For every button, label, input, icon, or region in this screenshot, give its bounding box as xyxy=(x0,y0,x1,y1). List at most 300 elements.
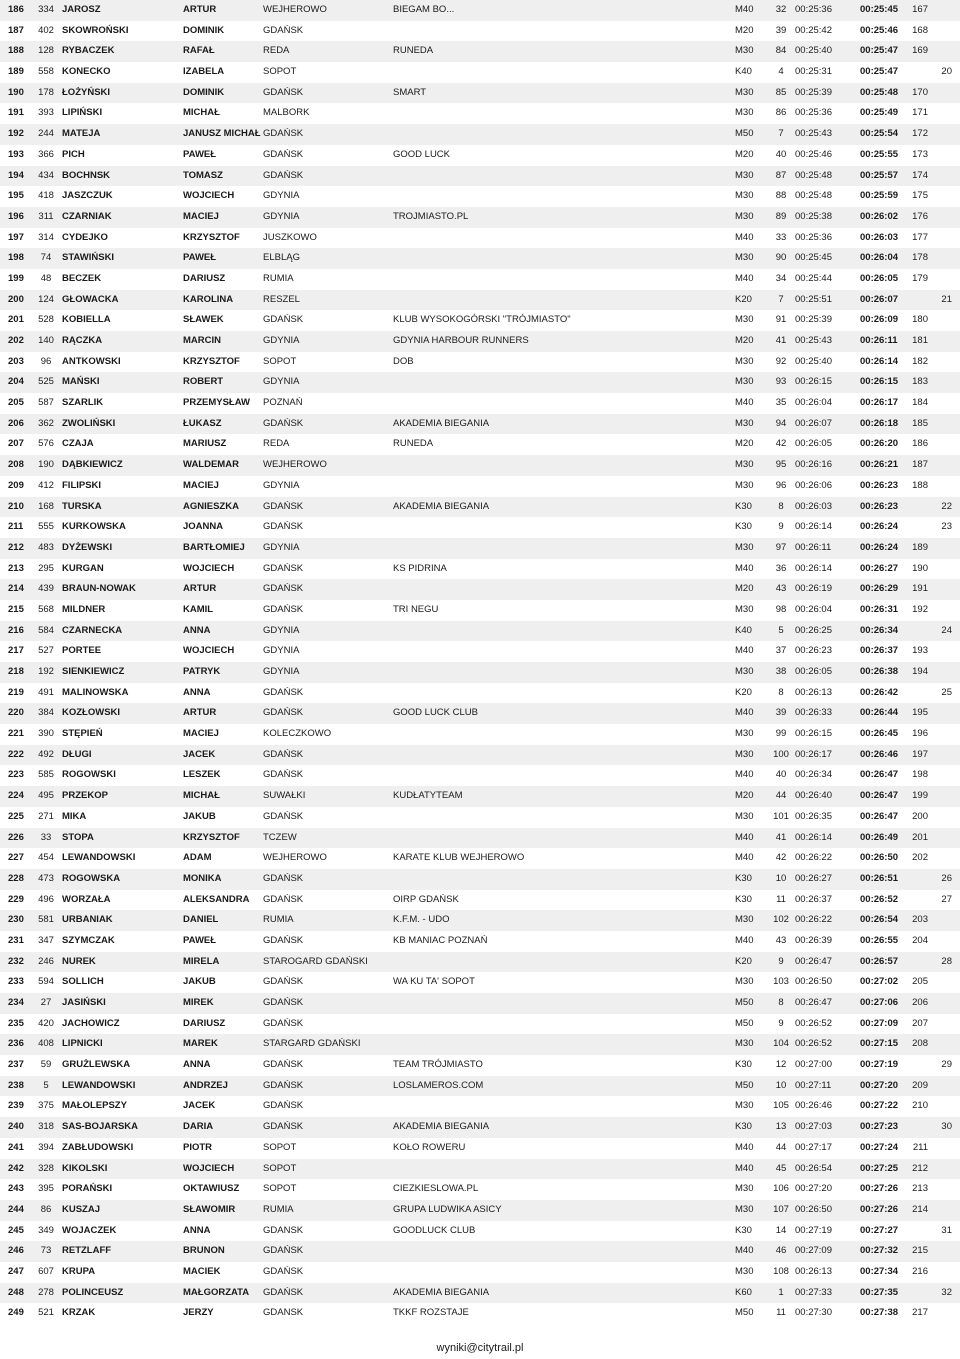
gun-time-cell: 00:27:19 xyxy=(860,1059,899,1071)
bib-cell: 74 xyxy=(40,252,52,264)
city-cell: GDAŃSK xyxy=(263,169,304,181)
net-time-cell: 00:26:47 xyxy=(795,997,832,1008)
category-place-cell: 10 xyxy=(775,872,787,884)
club-cell: TEAM TRÓJMIASTO xyxy=(393,1059,483,1071)
net-time-cell: 00:25:38 xyxy=(795,210,832,222)
category-cell: M40 xyxy=(735,562,754,574)
gun-time-cell: 00:27:26 xyxy=(860,1203,899,1215)
place-cell: 216 xyxy=(8,624,24,636)
net-time-cell: 00:26:05 xyxy=(795,438,832,450)
club-cell: TROJMIASTO.PL xyxy=(393,210,469,222)
first-name-cell: DOMINIK xyxy=(183,86,225,98)
bib-cell: 278 xyxy=(38,1286,54,1298)
first-name-cell: ARTUR xyxy=(183,707,217,719)
male-place-cell: 210 xyxy=(912,1100,928,1112)
place-cell: 187 xyxy=(8,24,24,36)
first-name-cell: ADAM xyxy=(183,852,212,864)
category-place-cell: 40 xyxy=(775,769,787,781)
last-name-cell: DŁUGI xyxy=(62,748,92,760)
table-row xyxy=(0,372,960,393)
city-cell: GDANSK xyxy=(263,1307,304,1319)
net-time-cell: 00:25:40 xyxy=(795,355,832,367)
category-place-cell: 40 xyxy=(775,148,787,160)
last-name-cell: ZWOLIŃSKI xyxy=(62,417,116,429)
gun-time-cell: 00:27:22 xyxy=(860,1100,899,1112)
place-cell: 186 xyxy=(8,4,24,15)
bib-cell: 483 xyxy=(38,541,54,553)
table-row xyxy=(0,807,960,828)
female-place-cell: 31 xyxy=(941,1224,952,1236)
city-cell: GDAŃSK xyxy=(263,500,304,512)
bib-cell: 384 xyxy=(38,707,54,719)
category-place-cell: 91 xyxy=(775,314,787,326)
bib-cell: 581 xyxy=(38,914,54,926)
first-name-cell: KRZYSZTOF xyxy=(183,355,240,367)
table-row xyxy=(0,331,960,352)
club-cell: KLUB WYSOKOGÓRSKI "TRÓJMIASTO" xyxy=(393,314,571,326)
category-cell: K20 xyxy=(735,955,752,967)
club-cell: CIEZKIESLOWA.PL xyxy=(393,1183,479,1195)
female-place-cell: 24 xyxy=(941,624,952,636)
category-place-cell: 42 xyxy=(775,852,787,864)
gun-time-cell: 00:25:45 xyxy=(860,4,899,15)
net-time-cell: 00:26:06 xyxy=(795,479,832,491)
last-name-cell: MILDNER xyxy=(62,603,106,615)
first-name-cell: PAWEŁ xyxy=(183,252,217,264)
category-cell: M30 xyxy=(735,417,754,429)
male-place-cell: 184 xyxy=(912,397,928,409)
male-place-cell: 172 xyxy=(912,128,928,140)
first-name-cell: KRZYSZTOF xyxy=(183,831,240,843)
last-name-cell: RĄCZKA xyxy=(62,335,103,346)
category-place-cell: 8 xyxy=(778,500,784,512)
club-cell: DOB xyxy=(393,355,414,367)
gun-time-cell: 00:26:23 xyxy=(860,500,899,512)
category-cell: M40 xyxy=(735,1245,754,1257)
gun-time-cell: 00:27:24 xyxy=(860,1141,899,1153)
table-row xyxy=(0,724,960,745)
club-cell: AKADEMIA BIEGANIA xyxy=(393,1121,490,1133)
gun-time-cell: 00:27:26 xyxy=(860,1183,899,1195)
last-name-cell: JASIŃSKI xyxy=(62,997,106,1008)
category-cell: M30 xyxy=(735,603,754,615)
gun-time-cell: 00:25:46 xyxy=(860,24,899,36)
category-place-cell: 38 xyxy=(775,666,787,677)
club-cell: KOŁO ROWERU xyxy=(393,1141,466,1153)
last-name-cell: RETZLAFF xyxy=(62,1245,112,1257)
place-cell: 189 xyxy=(8,66,24,78)
first-name-cell: ANDRZEJ xyxy=(183,1079,228,1091)
bib-cell: 439 xyxy=(38,583,54,595)
male-place-cell: 174 xyxy=(912,169,928,181)
gun-time-cell: 00:26:05 xyxy=(860,272,899,284)
first-name-cell: MIRELA xyxy=(183,955,220,967)
category-cell: M40 xyxy=(735,831,754,843)
category-cell: M50 xyxy=(735,1017,754,1029)
place-cell: 220 xyxy=(8,707,24,719)
city-cell: GDAŃSK xyxy=(263,810,304,822)
gun-time-cell: 00:25:47 xyxy=(860,66,899,78)
gun-time-cell: 00:26:24 xyxy=(860,521,899,533)
table-row xyxy=(0,848,960,869)
table-row xyxy=(0,41,960,62)
net-time-cell: 00:25:40 xyxy=(795,45,832,57)
male-place-cell: 197 xyxy=(912,748,928,760)
bib-cell: 246 xyxy=(38,955,54,967)
category-cell: K30 xyxy=(735,500,752,512)
city-cell: GDYNIA xyxy=(263,645,300,657)
table-row xyxy=(0,310,960,331)
gun-time-cell: 00:26:47 xyxy=(860,810,899,822)
last-name-cell: URBANIAK xyxy=(62,914,113,926)
category-cell: M30 xyxy=(735,541,754,553)
last-name-cell: ANTKOWSKI xyxy=(62,355,121,367)
gun-time-cell: 00:25:48 xyxy=(860,86,899,98)
gun-time-cell: 00:26:54 xyxy=(860,914,899,926)
net-time-cell: 00:25:51 xyxy=(795,293,832,305)
bib-cell: 584 xyxy=(38,624,54,636)
gun-time-cell: 00:26:47 xyxy=(860,790,899,802)
category-cell: M50 xyxy=(735,128,754,140)
net-time-cell: 00:26:52 xyxy=(795,1038,832,1050)
table-row xyxy=(0,145,960,166)
category-place-cell: 107 xyxy=(773,1203,789,1215)
category-place-cell: 92 xyxy=(775,355,787,367)
gun-time-cell: 00:27:38 xyxy=(860,1307,899,1319)
category-place-cell: 96 xyxy=(775,479,787,491)
table-row xyxy=(0,559,960,580)
first-name-cell: ARTUR xyxy=(183,4,217,15)
last-name-cell: KURKOWSKA xyxy=(62,521,126,533)
table-row xyxy=(0,662,960,683)
place-cell: 223 xyxy=(8,769,24,781)
last-name-cell: KOZŁOWSKI xyxy=(62,707,121,719)
net-time-cell: 00:25:43 xyxy=(795,128,832,140)
table-row xyxy=(0,890,960,911)
table-row xyxy=(0,228,960,249)
category-cell: M30 xyxy=(735,45,754,57)
gun-time-cell: 00:27:06 xyxy=(860,997,899,1008)
place-cell: 246 xyxy=(8,1245,24,1257)
category-place-cell: 8 xyxy=(778,997,784,1008)
category-cell: M40 xyxy=(735,1141,754,1153)
net-time-cell: 00:26:07 xyxy=(795,417,832,429)
last-name-cell: PICH xyxy=(62,148,85,160)
city-cell: GDANSK xyxy=(263,1224,304,1236)
category-place-cell: 4 xyxy=(778,66,784,78)
male-place-cell: 188 xyxy=(912,479,928,491)
club-cell: KUDŁATYTEAM xyxy=(393,790,463,802)
gun-time-cell: 00:27:23 xyxy=(860,1121,899,1133)
category-cell: M20 xyxy=(735,148,754,160)
city-cell: GDAŃSK xyxy=(263,707,304,719)
club-cell: TRI NEGU xyxy=(393,603,439,615)
net-time-cell: 00:26:54 xyxy=(795,1162,832,1174)
club-cell: AKADEMIA BIEGANIA xyxy=(393,1286,490,1298)
category-place-cell: 43 xyxy=(775,934,787,946)
place-cell: 210 xyxy=(8,500,24,512)
last-name-cell: CYDEJKO xyxy=(62,231,108,243)
table-row xyxy=(0,1034,960,1055)
first-name-cell: MARCIN xyxy=(183,335,221,346)
bib-cell: 594 xyxy=(38,976,54,988)
place-cell: 206 xyxy=(8,417,24,429)
category-place-cell: 9 xyxy=(778,521,784,533)
club-cell: GRUPA LUDWIKA ASICY xyxy=(393,1203,502,1215)
category-cell: M40 xyxy=(735,397,754,409)
city-cell: GDAŃSK xyxy=(263,148,304,160)
table-row xyxy=(0,1138,960,1159)
female-place-cell: 32 xyxy=(941,1286,952,1298)
table-row xyxy=(0,166,960,187)
last-name-cell: MIKA xyxy=(62,810,87,822)
gun-time-cell: 00:26:34 xyxy=(860,624,899,636)
category-place-cell: 89 xyxy=(775,210,787,222)
net-time-cell: 00:27:33 xyxy=(795,1286,832,1298)
place-cell: 228 xyxy=(8,872,24,884)
net-time-cell: 00:25:36 xyxy=(795,231,832,243)
net-time-cell: 00:26:04 xyxy=(795,603,832,615)
city-cell: GDAŃSK xyxy=(263,128,304,140)
gun-time-cell: 00:26:07 xyxy=(860,293,899,305)
bib-cell: 362 xyxy=(38,417,54,429)
category-place-cell: 44 xyxy=(775,790,787,802)
gun-time-cell: 00:26:45 xyxy=(860,728,899,740)
city-cell: ELBLĄG xyxy=(263,252,300,264)
category-cell: M20 xyxy=(735,583,754,595)
net-time-cell: 00:26:16 xyxy=(795,459,832,471)
gun-time-cell: 00:26:29 xyxy=(860,583,899,595)
category-cell: M40 xyxy=(735,934,754,946)
last-name-cell: SAS-BOJARSKA xyxy=(62,1121,139,1133)
first-name-cell: MARIUSZ xyxy=(183,438,227,450)
place-cell: 247 xyxy=(8,1265,24,1277)
net-time-cell: 00:26:03 xyxy=(795,500,832,512)
last-name-cell: GRUŻLEWSKA xyxy=(62,1059,131,1071)
bib-cell: 393 xyxy=(38,107,54,119)
city-cell: RESZEL xyxy=(263,293,300,305)
last-name-cell: DĄBKIEWICZ xyxy=(62,459,123,471)
category-place-cell: 99 xyxy=(775,728,787,740)
gun-time-cell: 00:26:24 xyxy=(860,541,899,553)
category-place-cell: 97 xyxy=(775,541,787,553)
city-cell: GDAŃSK xyxy=(263,1100,304,1112)
footer-email: wyniki@citytrail.pl xyxy=(436,1342,524,1354)
club-cell: GOOD LUCK CLUB xyxy=(393,707,478,719)
place-cell: 238 xyxy=(8,1079,24,1091)
net-time-cell: 00:26:47 xyxy=(795,955,832,967)
last-name-cell: JAROSZ xyxy=(62,4,101,15)
table-row xyxy=(0,1221,960,1242)
first-name-cell: RAFAŁ xyxy=(183,45,215,57)
bib-cell: 192 xyxy=(38,666,54,677)
net-time-cell: 00:26:40 xyxy=(795,790,832,802)
gun-time-cell: 00:27:32 xyxy=(860,1245,899,1257)
gun-time-cell: 00:26:38 xyxy=(860,666,899,677)
last-name-cell: STĘPIEŃ xyxy=(62,728,103,740)
category-place-cell: 14 xyxy=(775,1224,787,1236)
male-place-cell: 211 xyxy=(912,1141,928,1153)
gun-time-cell: 00:26:20 xyxy=(860,438,899,450)
male-place-cell: 204 xyxy=(912,934,928,946)
male-place-cell: 198 xyxy=(912,769,928,781)
city-cell: GDAŃSK xyxy=(263,86,304,98)
city-cell: RUMIA xyxy=(263,1203,294,1215)
place-cell: 190 xyxy=(8,86,24,98)
category-place-cell: 37 xyxy=(775,645,787,657)
table-row xyxy=(0,21,960,42)
place-cell: 192 xyxy=(8,128,24,140)
gun-time-cell: 00:26:46 xyxy=(860,748,899,760)
place-cell: 249 xyxy=(8,1307,24,1319)
bib-cell: 347 xyxy=(38,934,54,946)
city-cell: SOPOT xyxy=(263,1183,297,1195)
category-place-cell: 9 xyxy=(778,955,784,967)
first-name-cell: PATRYK xyxy=(183,666,221,677)
category-place-cell: 5 xyxy=(778,624,784,636)
place-cell: 212 xyxy=(8,541,24,553)
last-name-cell: JACHOWICZ xyxy=(62,1017,120,1029)
bib-cell: 525 xyxy=(38,376,54,388)
club-cell: SMART xyxy=(393,86,427,98)
gun-time-cell: 00:26:37 xyxy=(860,645,899,657)
table-row xyxy=(0,745,960,766)
category-place-cell: 84 xyxy=(775,45,787,57)
bib-cell: 27 xyxy=(40,997,52,1008)
bib-cell: 585 xyxy=(38,769,54,781)
category-cell: K30 xyxy=(735,1224,752,1236)
female-place-cell: 23 xyxy=(941,521,952,533)
table-row xyxy=(0,124,960,145)
male-place-cell: 208 xyxy=(912,1038,928,1050)
bib-cell: 128 xyxy=(38,45,54,57)
category-cell: M20 xyxy=(735,790,754,802)
gun-time-cell: 00:26:31 xyxy=(860,603,899,615)
category-place-cell: 36 xyxy=(775,562,787,574)
first-name-cell: AGNIESZKA xyxy=(183,500,239,512)
city-cell: REDA xyxy=(263,45,290,57)
category-cell: M50 xyxy=(735,997,754,1008)
place-cell: 240 xyxy=(8,1121,24,1133)
last-name-cell: CZARNIAK xyxy=(62,210,112,222)
place-cell: 245 xyxy=(8,1224,24,1236)
category-cell: M30 xyxy=(735,810,754,822)
first-name-cell: PRZEMYSŁAW xyxy=(183,397,251,409)
female-place-cell: 30 xyxy=(941,1121,952,1133)
table-row xyxy=(0,62,960,83)
place-cell: 222 xyxy=(8,748,24,760)
place-cell: 205 xyxy=(8,397,24,409)
male-place-cell: 192 xyxy=(912,603,928,615)
table-row xyxy=(0,621,960,642)
city-cell: SOPOT xyxy=(263,355,297,367)
bib-cell: 168 xyxy=(38,500,54,512)
place-cell: 236 xyxy=(8,1038,24,1050)
gun-time-cell: 00:25:55 xyxy=(860,148,899,160)
net-time-cell: 00:26:22 xyxy=(795,914,832,926)
city-cell: GDAŃSK xyxy=(263,417,304,429)
gun-time-cell: 00:26:57 xyxy=(860,955,899,967)
category-cell: K30 xyxy=(735,1121,752,1133)
city-cell: GDYNIA xyxy=(263,210,300,222)
first-name-cell: JAKUB xyxy=(183,810,216,822)
gun-time-cell: 00:26:42 xyxy=(860,686,899,698)
gun-time-cell: 00:26:55 xyxy=(860,934,899,946)
net-time-cell: 00:26:14 xyxy=(795,831,832,843)
bib-cell: 576 xyxy=(38,438,54,450)
net-time-cell: 00:27:09 xyxy=(795,1245,832,1257)
bib-cell: 328 xyxy=(38,1162,54,1174)
category-place-cell: 7 xyxy=(778,293,784,305)
place-cell: 234 xyxy=(8,997,24,1008)
club-cell: AKADEMIA BIEGANIA xyxy=(393,500,490,512)
last-name-cell: GŁOWACKA xyxy=(62,293,119,305)
category-cell: M20 xyxy=(735,24,754,36)
table-row xyxy=(0,248,960,269)
category-place-cell: 85 xyxy=(775,86,787,98)
category-place-cell: 35 xyxy=(775,397,787,409)
male-place-cell: 206 xyxy=(912,997,928,1008)
table-row xyxy=(0,1179,960,1200)
gun-time-cell: 00:27:25 xyxy=(860,1162,899,1174)
first-name-cell: MACIEJ xyxy=(183,728,219,740)
category-place-cell: 108 xyxy=(773,1265,789,1277)
gun-time-cell: 00:27:02 xyxy=(860,976,899,988)
city-cell: GDAŃSK xyxy=(263,1017,304,1029)
net-time-cell: 00:26:39 xyxy=(795,934,832,946)
bib-cell: 311 xyxy=(38,210,54,222)
table-row xyxy=(0,1241,960,1262)
place-cell: 227 xyxy=(8,852,24,864)
last-name-cell: MAŃSKI xyxy=(62,376,100,388)
table-row xyxy=(0,269,960,290)
place-cell: 243 xyxy=(8,1183,24,1195)
last-name-cell: ŁOŻYŃSKI xyxy=(62,86,111,98)
category-cell: M40 xyxy=(735,4,754,15)
net-time-cell: 00:27:03 xyxy=(795,1121,832,1133)
bib-cell: 314 xyxy=(38,231,54,243)
net-time-cell: 00:26:52 xyxy=(795,1017,832,1029)
male-place-cell: 175 xyxy=(912,190,928,202)
last-name-cell: ROGOWSKI xyxy=(62,769,116,781)
net-time-cell: 00:26:23 xyxy=(795,645,832,657)
last-name-cell: PORTEE xyxy=(62,645,102,657)
male-place-cell: 195 xyxy=(912,707,928,719)
place-cell: 213 xyxy=(8,562,24,574)
first-name-cell: KAROLINA xyxy=(183,293,234,305)
place-cell: 193 xyxy=(8,148,24,160)
first-name-cell: WOJCIECH xyxy=(183,190,235,202)
net-time-cell: 00:26:14 xyxy=(795,562,832,574)
last-name-cell: PRZEKOP xyxy=(62,790,108,802)
category-cell: K30 xyxy=(735,1059,752,1071)
male-place-cell: 194 xyxy=(912,666,928,677)
place-cell: 225 xyxy=(8,810,24,822)
first-name-cell: TOMASZ xyxy=(183,169,223,181)
gun-time-cell: 00:25:49 xyxy=(860,107,899,119)
table-row xyxy=(0,828,960,849)
city-cell: GDYNIA xyxy=(263,190,300,202)
category-place-cell: 46 xyxy=(775,1245,787,1257)
male-place-cell: 207 xyxy=(912,1017,928,1029)
last-name-cell: BRAUN-NOWAK xyxy=(62,583,136,595)
club-cell: GOOD LUCK xyxy=(393,148,451,160)
gun-time-cell: 00:26:04 xyxy=(860,252,899,264)
gun-time-cell: 00:27:15 xyxy=(860,1038,899,1050)
city-cell: REDA xyxy=(263,438,290,450)
net-time-cell: 00:26:27 xyxy=(795,872,832,884)
place-cell: 196 xyxy=(8,210,24,222)
